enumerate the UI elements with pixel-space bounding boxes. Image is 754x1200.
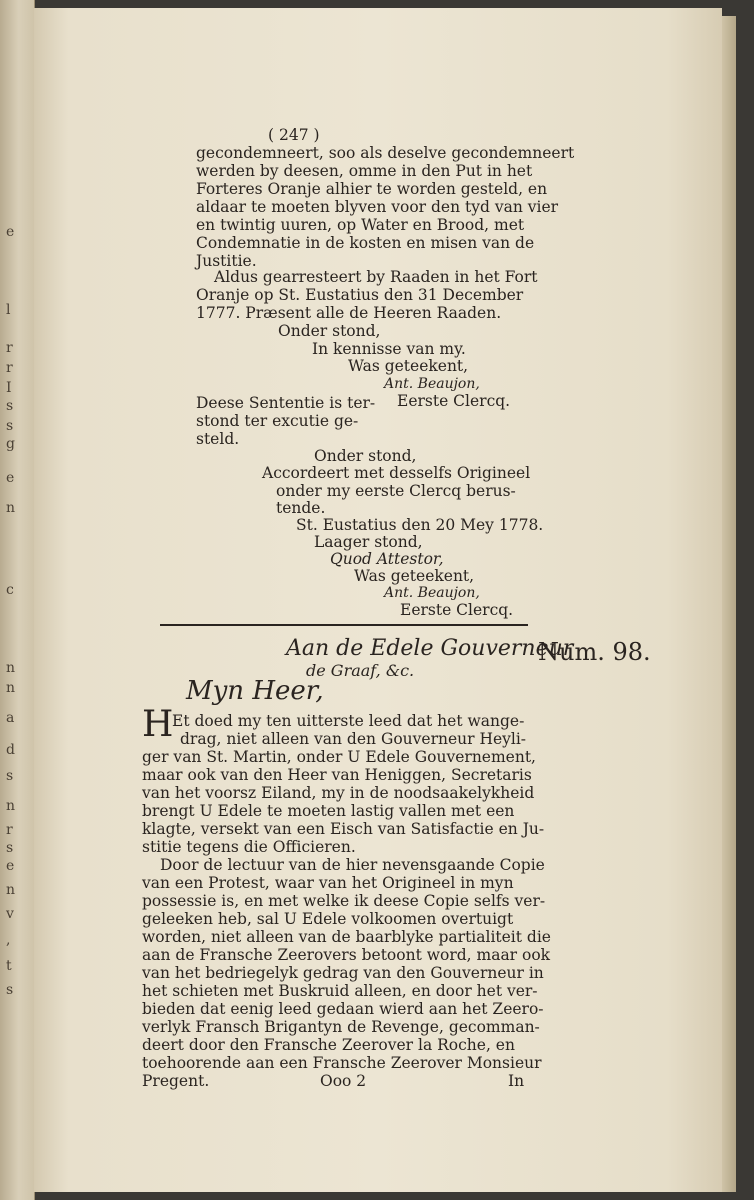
letter-line: verlyk Fransch Brigantyn de Revenge, gecomman-	[142, 1018, 540, 1036]
signer-1: Ant. Beaujon,	[384, 376, 480, 392]
execution-note: steld.	[196, 430, 240, 448]
onder-stond-1: Onder stond,	[278, 322, 381, 340]
catchword: In	[508, 1072, 525, 1090]
margin-char: g	[6, 436, 15, 452]
margin-char: r	[6, 340, 13, 356]
verdict-line: Oranje op St. Eustatius den 31 December	[196, 286, 524, 304]
margin-char: ,	[6, 932, 11, 948]
letter-line: van het bedriegelyk gedrag van den Gouverneur in	[142, 964, 544, 982]
signer-title-2: Eerste Clercq.	[400, 601, 514, 619]
page-edge	[722, 16, 736, 1192]
margin-char: l	[6, 302, 11, 318]
margin-char: d	[6, 742, 15, 758]
verdict-line: 1777. Præsent alle de Heeren Raaden.	[196, 304, 502, 322]
margin-char: s	[6, 398, 14, 414]
letter-addressee: Aan de Edele Gouverneur	[286, 636, 574, 661]
margin-char: n	[6, 798, 16, 814]
margin-char: n	[6, 680, 16, 696]
verdict-line: Aldus gearresteert by Raaden in het Fort	[214, 268, 538, 286]
margin-char: e	[6, 858, 15, 874]
margin-char: s	[6, 840, 14, 856]
margin-char: t	[6, 958, 12, 974]
execution-note: Deese Sententie is ter-	[196, 394, 376, 412]
letter-line: deert door den Fransche Zeerover la Roche, en	[142, 1036, 515, 1054]
laager-stond: Laager stond,	[314, 533, 423, 551]
margin-char: r	[6, 822, 13, 838]
letter-addressee-sub: de Graaf, &c.	[306, 661, 415, 680]
margin-char: I	[6, 380, 12, 396]
letter-line: geleeken heb, sal U Edele volkoomen overtuigt	[142, 910, 514, 928]
margin-char: s	[6, 768, 14, 784]
margin-char: v	[6, 906, 14, 922]
was-geteekent-1: Was geteekent,	[348, 357, 469, 375]
verdict-line: Condemnatie in de kosten en misen van de	[196, 234, 535, 252]
letter-line: ger van St. Martin, onder U Edele Gouvernement,	[142, 748, 536, 766]
margin-char: s	[6, 982, 14, 998]
margin-char: n	[6, 882, 16, 898]
letter-line: van het voorsz Eiland, my in de noodsaakelykheid	[142, 784, 535, 802]
letter-line: brengt U Edele te moeten lastig vallen met een	[142, 802, 515, 820]
drop-cap: H	[142, 704, 174, 745]
letter-line: worden, niet alleen van de baarblyke partialiteit die	[142, 928, 551, 946]
letter-line: aan de Fransche Zeerovers betoont word, maar ook	[142, 946, 551, 964]
margin-char: n	[6, 500, 16, 516]
verdict-line: werden by deesen, omme in den Put in het	[196, 162, 533, 180]
signer-title-1: Eerste Clercq.	[397, 392, 511, 410]
place-date: St. Eustatius den 20 Mey 1778.	[296, 516, 544, 534]
footer-word: Pregent.	[142, 1072, 210, 1090]
verdict-line: Forteres Oranje alhier te worden gesteld, en	[196, 180, 548, 198]
letter-line: van een Protest, waar van het Origineel in myn	[142, 874, 514, 892]
verdict-line: en twintig uuren, op Water en Brood, met	[196, 216, 525, 234]
page-number: ( 247 )	[268, 126, 320, 144]
letter-line: klagte, versekt van een Eisch van Satisfactie en Ju-	[142, 820, 545, 838]
margin-char: a	[6, 710, 15, 726]
letter-number: Num. 98.	[538, 638, 651, 666]
execution-note: stond ter excutie ge-	[196, 412, 359, 430]
margin-char: n	[6, 660, 16, 676]
in-kennisse: In kennisse van my.	[312, 340, 466, 358]
letter-line: bieden dat eenig leed gedaan wierd aan het Zeero-	[142, 1000, 544, 1018]
verdict-line: Justitie.	[196, 252, 257, 270]
signature-mark: Ooo 2	[320, 1072, 367, 1090]
margin-char: r	[6, 360, 13, 376]
letter-line: Et doed my ten uitterste leed dat het wange-	[172, 712, 525, 730]
quod-attestor: Quod Attestor,	[330, 550, 444, 568]
letter-line: possessie is, en met welke ik deese Copie selfs ver-	[142, 892, 546, 910]
letter-line: stitie tegens die Officieren.	[142, 838, 356, 856]
verdict-line: gecondemneert, soo als deselve gecondemneert	[196, 144, 575, 162]
was-geteekent-2: Was geteekent,	[354, 567, 475, 585]
letter-line: het schieten met Buskruid alleen, en door het ver-	[142, 982, 538, 1000]
accordeert-line: Accordeert met desselfs Origineel	[262, 464, 531, 482]
section-rule	[160, 624, 528, 626]
accordeert-line: tende.	[276, 499, 326, 517]
onder-stond-2: Onder stond,	[314, 447, 417, 465]
margin-char: e	[6, 224, 15, 240]
margin-char: s	[6, 418, 14, 434]
accordeert-line: onder my eerste Clercq berus-	[276, 482, 516, 500]
letter-line: drag, niet alleen van den Gouverneur Heyli-	[180, 730, 527, 748]
previous-page-strip	[0, 0, 35, 1200]
margin-char: e	[6, 470, 15, 486]
signer-2: Ant. Beaujon,	[384, 585, 480, 601]
letter-line: Door de lectuur van de hier nevensgaande Copie	[160, 856, 545, 874]
salutation: Myn Heer,	[186, 676, 324, 706]
letter-line: toehoorende aan een Fransche Zeerover Monsieur	[142, 1054, 542, 1072]
verdict-line: aldaar te moeten blyven voor den tyd van vier	[196, 198, 559, 216]
margin-char: c	[6, 582, 14, 598]
letter-line: maar ook van den Heer van Heniggen, Secretaris	[142, 766, 532, 784]
